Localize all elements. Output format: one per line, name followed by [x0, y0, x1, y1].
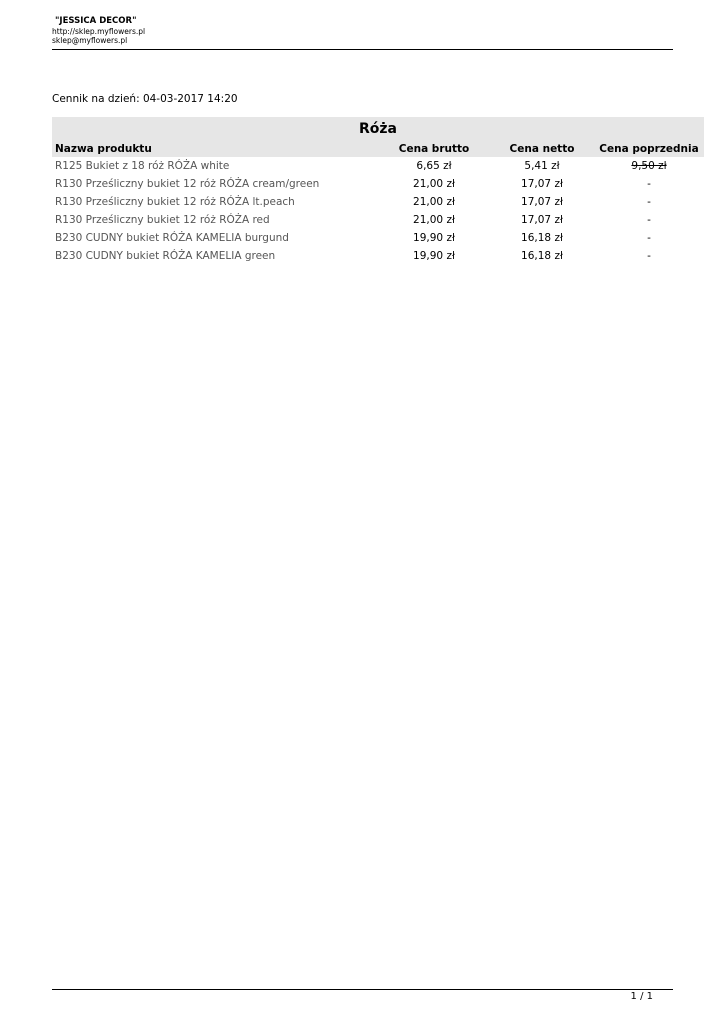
- price-brutto: 21,00 zł: [413, 196, 455, 208]
- column-header-brutto: Cena brutto: [398, 143, 470, 155]
- footer-divider: [52, 989, 673, 990]
- table-row: [52, 175, 704, 193]
- price-netto: 17,07 zł: [521, 214, 563, 226]
- company-website: http://sklep.myflowers.pl: [52, 27, 146, 36]
- table-row: [52, 211, 704, 229]
- price-brutto: 21,00 zł: [413, 178, 455, 190]
- price-previous: -: [647, 214, 651, 226]
- price-netto: 17,07 zł: [521, 178, 563, 190]
- price-netto: 16,18 zł: [521, 250, 563, 262]
- table-header: [52, 117, 704, 157]
- price-previous: -: [647, 196, 651, 208]
- product-name: R130 Prześliczny bukiet 12 róż RÓŻA lt.peach: [55, 196, 295, 208]
- table-row: [52, 229, 704, 247]
- product-name: R125 Bukiet z 18 róż RÓŻA white: [55, 160, 230, 172]
- category-title: Róża: [359, 121, 397, 137]
- price-netto: 16,18 zł: [521, 232, 563, 244]
- price-previous: -: [647, 250, 651, 262]
- price-netto: 5,41 zł: [524, 160, 560, 172]
- price-previous: 9,50 zł: [631, 160, 667, 172]
- column-header-name: Nazwa produktu: [55, 143, 152, 155]
- price-netto: 17,07 zł: [521, 196, 563, 208]
- product-name: B230 CUDNY bukiet RÓŻA KAMELIA burgund: [55, 232, 289, 244]
- table-row: [52, 247, 704, 265]
- price-brutto: 19,90 zł: [413, 232, 455, 244]
- price-brutto: 21,00 zł: [413, 214, 455, 226]
- product-name: R130 Prześliczny bukiet 12 róż RÓŻA red: [55, 214, 270, 226]
- price-table: [52, 117, 704, 265]
- table-row: [52, 157, 704, 175]
- company-name: "JESSICA DECOR": [55, 16, 137, 26]
- product-name: B230 CUDNY bukiet RÓŻA KAMELIA green: [55, 250, 276, 262]
- company-email: sklep@myflowers.pl: [52, 36, 128, 45]
- price-brutto: 6,65 zł: [416, 160, 452, 172]
- column-header-previous: Cena poprzednia: [599, 143, 699, 155]
- document-header: [52, 16, 673, 50]
- table-row: [52, 193, 704, 211]
- product-name: R130 Prześliczny bukiet 12 róż RÓŻA cream/green: [55, 178, 320, 190]
- price-previous: -: [647, 232, 651, 244]
- price-brutto: 19,90 zł: [413, 250, 455, 262]
- price-previous: -: [647, 178, 651, 190]
- page-number: 1 / 1: [630, 991, 653, 1002]
- column-header-netto: Cena netto: [509, 143, 575, 155]
- price-list-date: Cennik na dzień: 04-03-2017 14:20: [52, 93, 238, 105]
